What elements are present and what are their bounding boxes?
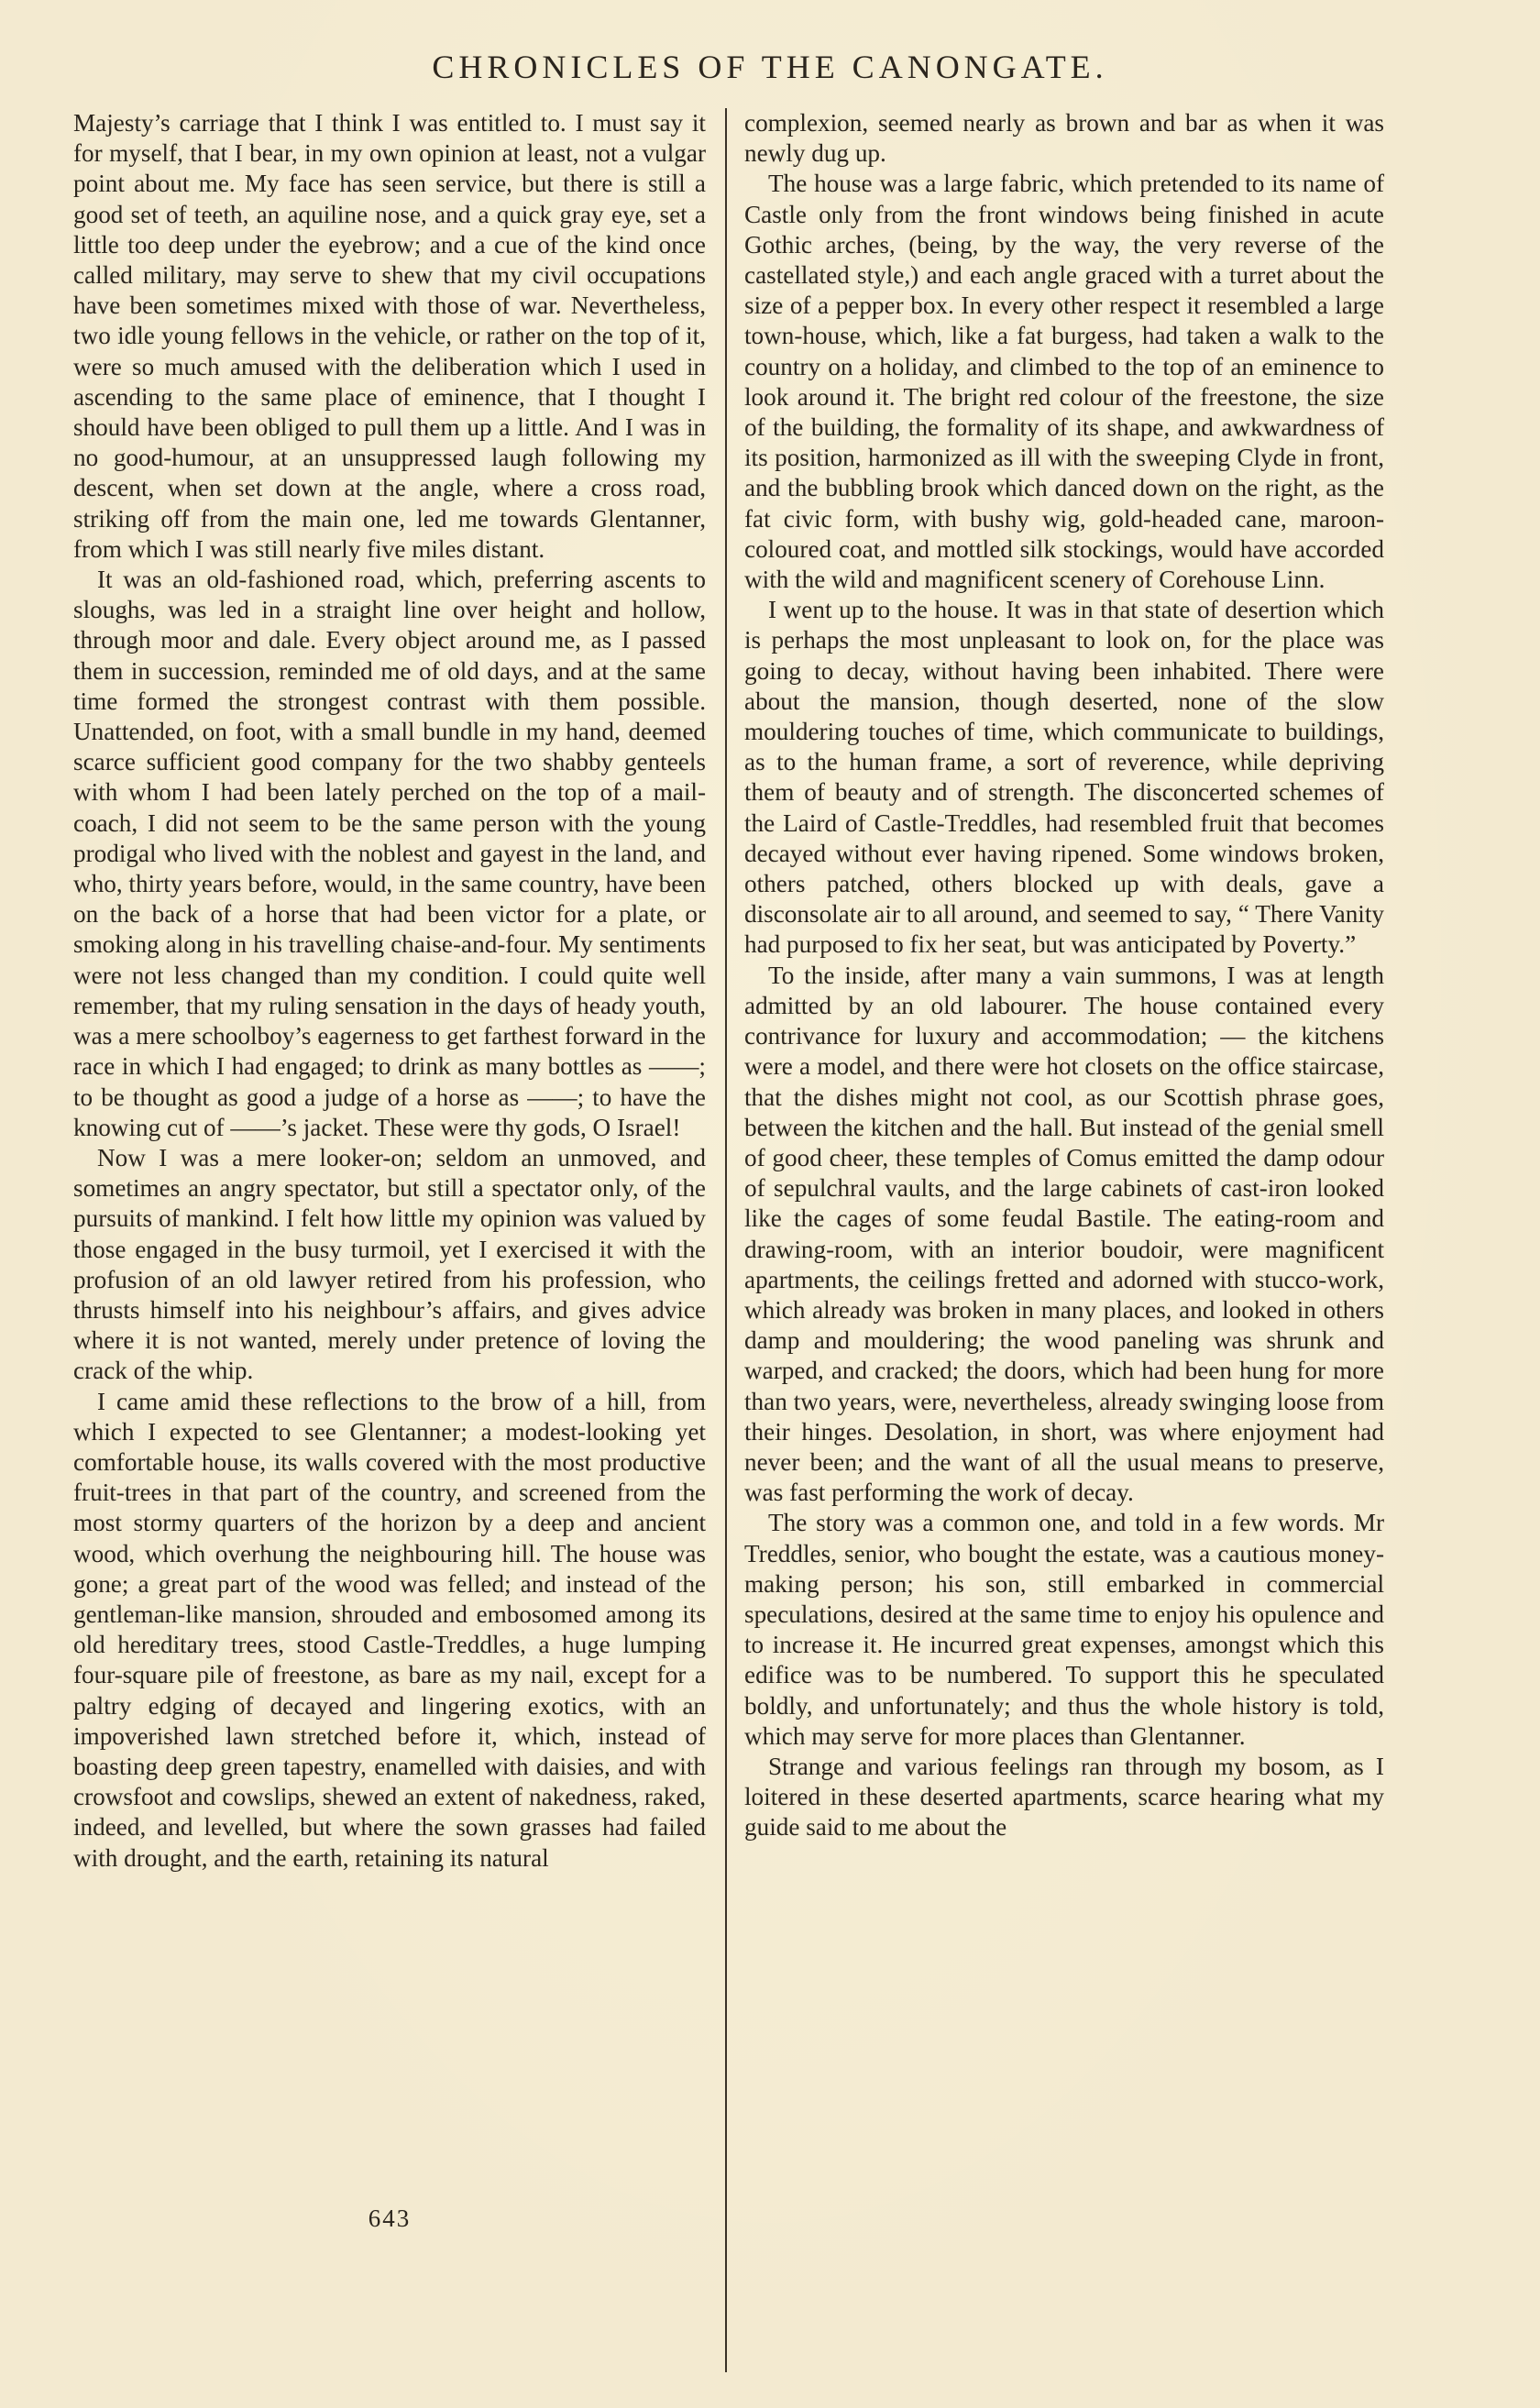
right-text-column	[744, 108, 1384, 1843]
paragraph: complexion, seemed nearly as brown and bar as when it was newly dug up.	[744, 109, 1384, 168]
paragraph: To the inside, after many a vain summons, I was at length admitted by an old labourer. The house contained every contrivance for luxury and accommodation; — the kitchens were a model, and there were hot closets on the office staircase, that the dishes might not cool, as our Scottish phrase goes, between the kitchen and the hall. But instead of the genial smell of good cheer, these temples of Comus emitted the damp odour of sepulchral vaults, and the large cabinets of cast-iron looked like the cages of some feudal Bastile. The eating-room and drawing-room, with an interior boudoir, were magnificent apartments, the ceilings fretted and adorned with stucco-work, which already was broken in many places, and looked in others damp and mouldering; the wood paneling was shrunk and warped, and cracked; the doors, which had been hung for more than two years, were, nevertheless, already swinging loose from their hinges. Desolation, in short, was where enjoyment had never been; and the want of all the usual means to preserve, was fast performing the work of decay.	[744, 961, 1384, 1507]
running-head-title: CHRONICLES OF THE CANONGATE.	[432, 49, 1108, 85]
paragraph: I came amid these reflections to the brow of a hill, from which I expected to see Glentanner; a modest-looking yet comfortable house, its walls covered with the most productive fruit-trees in that part of the country, and screened from the most stormy quarters of the horizon by a deep and ancient wood, which overhung the neighbouring hill. The house was gone; a great part of the wood was felled; and instead of the gentleman-like mansion, shrouded and embosomed among its old hereditary trees, stood Castle-Treddles, a huge lumping four-square pile of freestone, as bare as my nail, except for a paltry edging of decayed and lingering exotics, with an impoverished lawn stretched before it, which, instead of boasting deep green tapestry, enamelled with daisies, and with crowsfoot and cowslips, shewed an extent of nakedness, raked, indeed, and levelled, but where the sown grasses had failed with drought, and the earth, retaining its natural	[73, 1387, 706, 1872]
paragraph: The house was a large fabric, which pretended to its name of Castle only from the front windows being finished in acute Gothic arches, (being, by the way, the very reverse of the castellated style,) and each angle graced with a turret about the size of a pepper box. In every other respect it resembled a large town-house, which, like a fat burgess, had taken a walk to the country on a holiday, and climbed to the top of an eminence to look around it. The bright red colour of the freestone, the size of the building, the formality of its shape, and awkwardness of its position, harmonized as ill with the sweeping Clyde in front, and the bubbling brook which danced down on the right, as the fat civic form, with bushy wig, gold-headed cane, maroon-coloured coat, and mottled silk stockings, would have accorded with the wild and magnificent scenery of Corehouse Linn.	[744, 170, 1384, 594]
left-text-column	[73, 108, 706, 1874]
column-divider	[725, 108, 727, 2372]
page-number: 643	[368, 2205, 412, 2232]
paragraph: I went up to the house. It was in that state of desertion which is perhaps the most unpleasant to look on, for the place was going to decay, without having been inhabited. There were about the mansion, though deserted, none of the slow mouldering touches of time, which communicate to buildings, as to the human frame, a sort of reverence, while depriving them of beauty and of strength. The disconcerted schemes of the Laird of Castle-Treddles, had resembled fruit that becomes decayed without ever having ripened. Some windows broken, others patched, others blocked up with deals, gave a disconsolate air to all around, and seemed to say, “ There Vanity had purposed to fix her seat, but was anticipated by Poverty.”	[744, 596, 1384, 959]
paragraph: Now I was a mere looker-on; seldom an unmoved, and sometimes an angry spectator, but still a spectator only, of the pursuits of mankind. I felt how little my opinion was valued by those engaged in the busy turmoil, yet I exercised it with the profusion of an old lawyer retired from his profession, who thrusts himself into his neighbour’s affairs, and gives advice where it is not wanted, merely under pretence of loving the crack of the whip.	[73, 1143, 706, 1385]
paragraph: It was an old-fashioned road, which, preferring ascents to sloughs, was led in a straight line over height and hollow, through moor and dale. Every object around me, as I passed them in succession, reminded me of old days, and at the same time formed the strongest contrast with them possible. Unattended, on foot, with a small bundle in my hand, deemed scarce sufficient good company for the two shabby genteels with whom I had been lately perched on the top of a mail-coach, I did not seem to be the same person with the young prodigal who lived with the noblest and gayest in the land, and who, thirty years before, would, in the same country, have been on the back of a horse that had been victor for a plate, or smoking along in his travelling chaise-and-four. My sentiments were not less changed than my condition. I could quite well remember, that my ruling sensation in the days of heady youth, was a mere schoolboy’s eagerness to get farthest forward in the race in which I had engaged; to drink as many bottles as ——; to be thought as good a judge of a horse as ——; to have the knowing cut of ——’s jacket. These were thy gods, O Israel!	[73, 566, 706, 1141]
paragraph: Majesty’s carriage that I think I was entitled to. I must say it for myself, that I bear, in my own opinion at least, not a vulgar point about me. My face has seen service, but there is still a good set of teeth, an aquiline nose, and a quick gray eye, set a little too deep under the eyebrow; and a cue of the kind once called military, may serve to shew that my civil occupations have been sometimes mixed with those of war. Nevertheless, two idle young fellows in the vehicle, or rather on the top of it, were so much amused with the deliberation which I used in ascending to the same place of eminence, that I thought I should have been obliged to pull them up a little. And I was in no good-humour, at an unsuppressed laugh following my descent, when set down at the angle, where a cross road, striking off from the main one, led me towards Glentanner, from which I was still nearly five miles distant.	[73, 109, 706, 563]
paragraph: The story was a common one, and told in a few words. Mr Treddles, senior, who bought the estate, was a cautious money-making person; his son, still embarked in commercial speculations, desired at the same time to enjoy his opulence and to increase it. He incurred great expenses, amongst which this edifice was to be numbered. To support this he speculated boldly, and unfortunately; and thus the whole history is told, which may serve for more places than Glentanner.	[744, 1509, 1384, 1750]
paragraph: Strange and various feelings ran through my bosom, as I loitered in these deserted apartments, scarce hearing what my guide said to me about the	[744, 1752, 1384, 1842]
